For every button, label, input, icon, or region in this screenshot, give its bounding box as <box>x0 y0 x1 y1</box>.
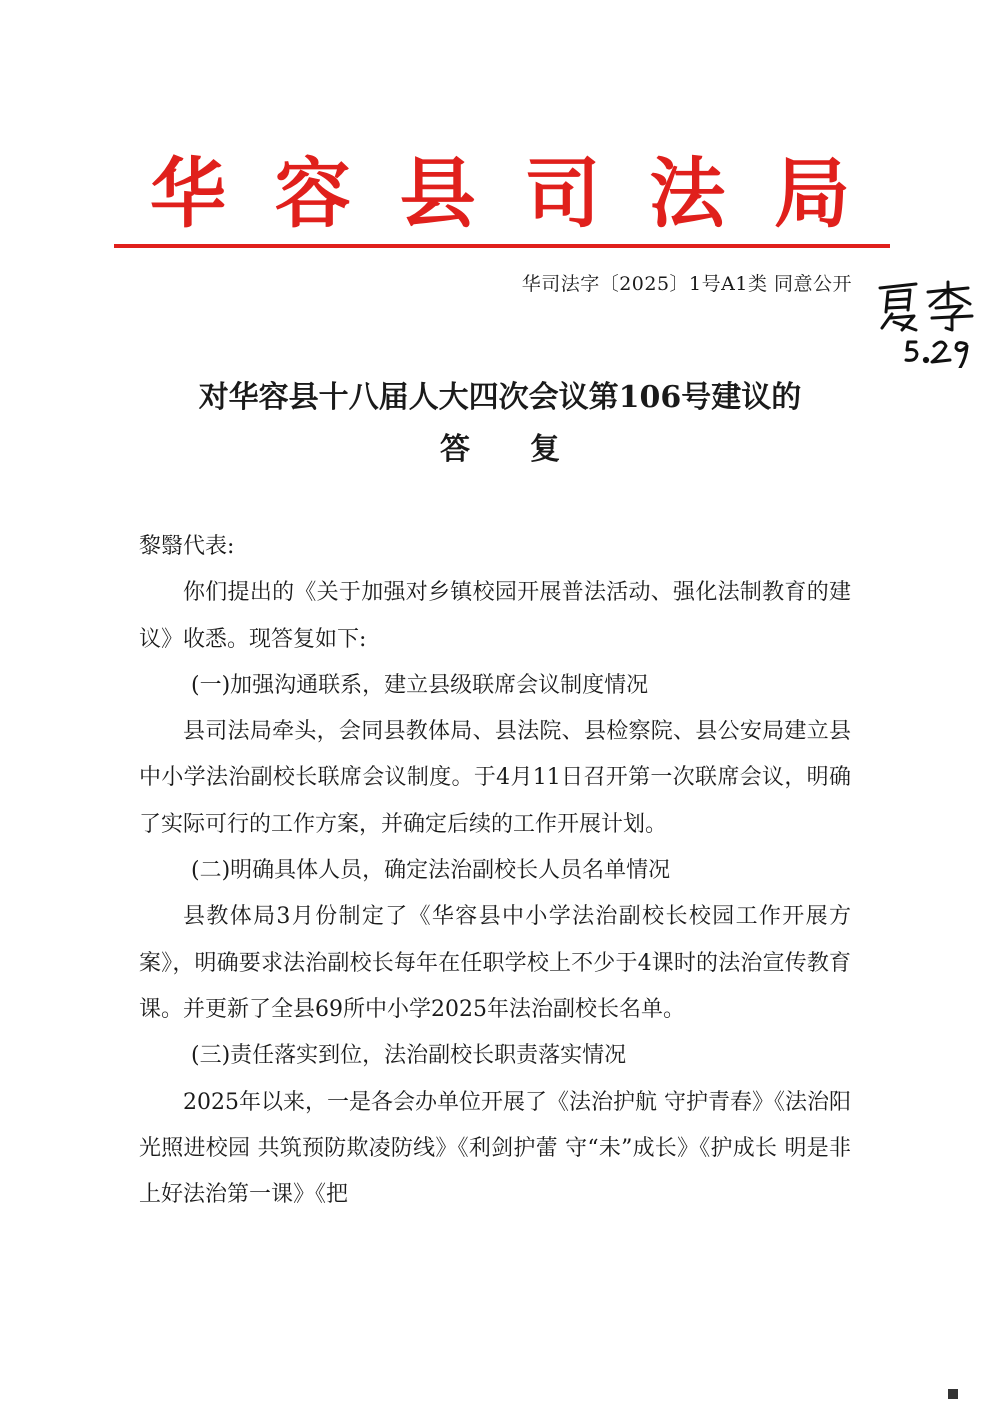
body-paragraph: 2025年以来，一是各会办单位开展了《法治护航 守护青春》《法治阳光照进校园 共筑预防欺凌防线》《利剑护蕾 守“未”成长》《护成长 明是非 上好法治第一课》《把 <box>139 1089 851 1208</box>
document-body <box>139 524 851 1218</box>
masthead-red-rule <box>114 244 890 248</box>
document-number: 华司法字〔2025〕1号A1类 同意公开 <box>521 273 852 295</box>
qr-code-icon <box>948 1389 958 1399</box>
document-title <box>100 372 900 476</box>
body-paragraph: 县司法局牵头，会同县教体局、县法院、县检察院、县公安局建立县中小学法治副校长联席会议制度。于4月11日召开第一次联席会议，明确了实际可行的工作方案，并确定后续的工作开展计划。 <box>139 719 851 837</box>
masthead-char: 县 <box>399 149 476 238</box>
scanner-watermark <box>948 1388 992 1400</box>
section-heading: (一)加强沟通联系，建立县级联席会议制度情况 <box>191 672 649 698</box>
body-paragraph: 你们提出的《关于加强对乡镇校园开展普法活动、强化法制教育的建议》收悉。现答复如下: <box>139 580 851 652</box>
masthead-char: 局 <box>773 149 850 238</box>
handwritten-signature <box>872 278 982 368</box>
section-heading: (三)责任落实到位，法治副校长职责落实情况 <box>191 1043 627 1069</box>
body-paragraph: 县教体局3月份制定了《华容县中小学法治副校长校园工作开展方案》，明确要求法治副校长每年在任职学校上不少于4课时的法治宣传教育课。并更新了全县69所中小学2025年法治副校长名单。 <box>139 904 851 1022</box>
masthead-char: 容 <box>274 149 351 238</box>
salutation: 黎翳代表: <box>139 534 235 559</box>
title-line-1: 对华容县十八届人大四次会议第106号建议的 <box>198 380 802 415</box>
masthead-org-name <box>150 149 850 238</box>
masthead-char: 司 <box>524 149 601 238</box>
masthead-char: 华 <box>150 149 226 238</box>
masthead-char: 法 <box>649 149 726 238</box>
title-line-2: 答复 <box>440 432 620 467</box>
section-heading: (二)明确具体人员，确定法治副校长人员名单情况 <box>191 858 671 884</box>
